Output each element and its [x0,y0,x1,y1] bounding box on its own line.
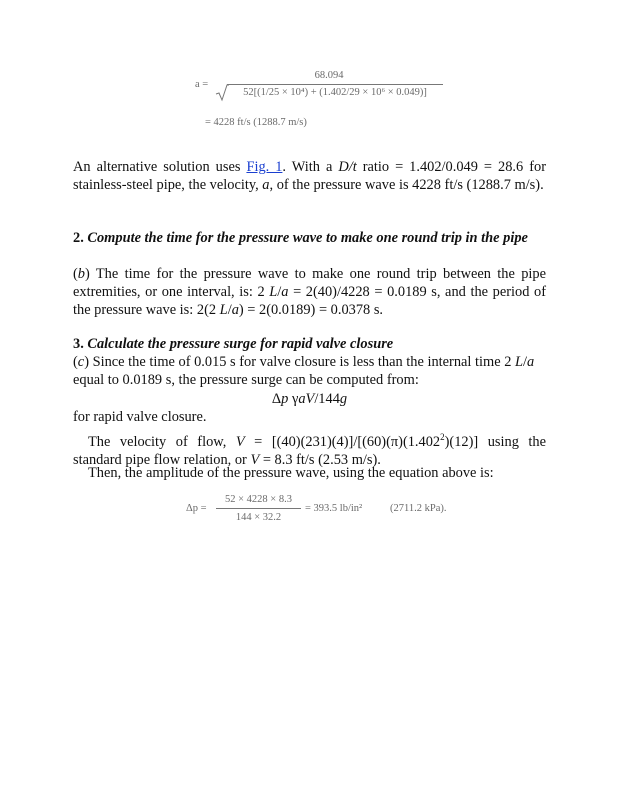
section-3-body: (c) Since the time of 0.015 s for valve closure is less than the internal time 2 L/a equal to 0.0189 s, the pressure surge can be computed from: [73,354,535,388]
eq1-lhs: a = [195,79,209,90]
sqrt-symbol-icon [215,84,229,102]
surge-equation: Δp γaV/144g [271,391,348,407]
for-rapid-closure: for rapid valve closure. [73,409,207,425]
eq2-numerator: 52 × 4228 × 8.3 [225,494,292,505]
eq1-denominator: 52[(1/25 × 10⁴) + (1.402/29 × 10⁶ × 0.049)] [227,84,443,98]
eq2-si: (2711.2 kPa). [390,503,447,514]
eq1-numerator: 68.094 [314,70,344,81]
paragraph-alternative-solution: An alternative solution uses Fig. 1. With a D/t ratio = 1.402/0.049 = 28.6 for stainless-steel pipe, the velocity, a, of the pressure wave is 4228 ft/s (1288.7 m/s). [73,159,546,193]
eq2-denominator: 144 × 32.2 [216,508,301,523]
eq1-denominator-wrap [215,84,443,98]
eq1-fraction [215,70,443,98]
section-3-heading: 3. Calculate the pressure surge for rapid valve closure [73,336,394,352]
equation-velocity [195,70,455,130]
then-paragraph: Then, the amplitude of the pressure wave, using the equation above is: [88,465,494,481]
velocity-paragraph: The velocity of flow, $V = [(40)(231)(4)]/[(60)(\pi)(1.402^2)(12)]$ using the standard pipe flow relation, or V = 8.3 ft/s (2.53 m/s). [73,432,546,468]
figure-1-link[interactable]: Fig. 1 [246,159,283,175]
section-2-heading: 2. Compute the time for the pressure wave to make one round trip in the pipe [73,230,528,246]
eq1-result: = 4228 ft/s (1288.7 m/s) [205,117,307,128]
eq2-result: = 393.5 lb/in² [305,503,363,514]
eq2-fraction [216,494,301,523]
equation-pressure-amplitude [186,494,466,528]
eq2-lhs: Δp = [186,503,207,514]
section-2-body: (b) The time for the pressure wave to make one round trip between the pipe extremities, or one interval, is: 2 L/a = 2(40)/4228 = 0.0189 s, and the period of the pressure wave is: 2(2 L/a) = 2(0.0189) = 0.0378 s. [73,266,546,318]
label-b: b [77,266,85,282]
